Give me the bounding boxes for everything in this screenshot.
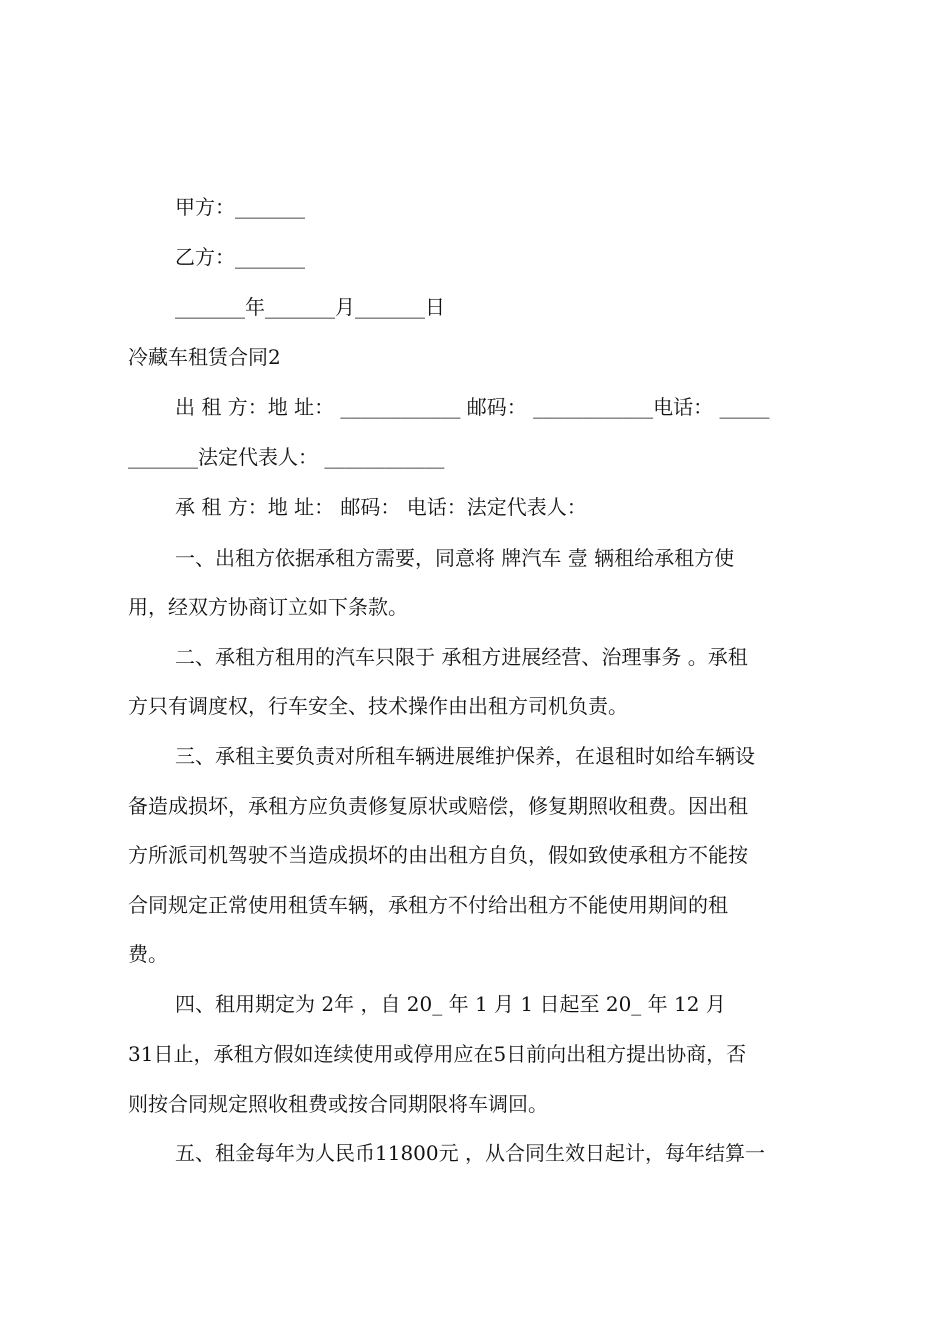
clause-4-line-3: 则按合同规定照收租费或按合同期限将车调回。 <box>128 1092 548 1116</box>
clause-1-line-1: 一、出租方依据承租方需要，同意将 牌汽车 壹 辆租给承租方使 <box>175 546 735 570</box>
clause-5-line-1: 五、租金每年为人民币11800元 ，从合同生效日起计，每年结算一 <box>175 1141 765 1165</box>
party-a-signature: 甲方：_______ <box>175 195 305 219</box>
clause-3-line-3: 方所派司机驾驶不当造成损坏的由出租方自负，假如致使承租方不能按 <box>128 843 748 867</box>
lessor-info-line-1: 出 租 方：地 址： ____________ 邮码： ____________电话： _____ <box>175 395 770 419</box>
clause-3-line-5: 费。 <box>128 942 168 966</box>
clause-2-line-1: 二、承租方租用的汽车只限于 承租方进展经营、治理事务 。承租 <box>175 645 748 669</box>
party-b-signature: 乙方：_______ <box>175 245 305 269</box>
clause-2-line-2: 方只有调度权，行车安全、技术操作由出租方司机负责。 <box>128 694 628 718</box>
clause-3-line-4: 合同规定正常使用租赁车辆，承租方不付给出租方不能使用期间的租 <box>128 893 728 917</box>
signature-date: _______年_______月_______日 <box>175 295 445 319</box>
contract-title: 冷藏车租赁合同2 <box>128 345 281 369</box>
clause-1-line-2: 用，经双方协商订立如下条款。 <box>128 595 408 619</box>
clause-4-line-2: 31日止，承租方假如连续使用或停用应在5日前向出租方提出协商，否 <box>128 1042 747 1066</box>
lessee-info-line: 承 租 方：地 址： 邮码： 电话：法定代表人： <box>175 495 587 519</box>
clause-3-line-2: 备造成损坏，承租方应负责修复原状或赔偿，修复期照收租费。因出租 <box>128 794 748 818</box>
clause-3-line-1: 三、承租主要负责对所租车辆进展维护保养，在退租时如给车辆设 <box>175 744 755 768</box>
clause-4-line-1: 四、租用期定为 2年 ，自 20_ 年 1 月 1 日起至 20_ 年 12 月 <box>175 992 726 1016</box>
lessor-info-line-2: _______法定代表人： ____________ <box>128 445 445 469</box>
